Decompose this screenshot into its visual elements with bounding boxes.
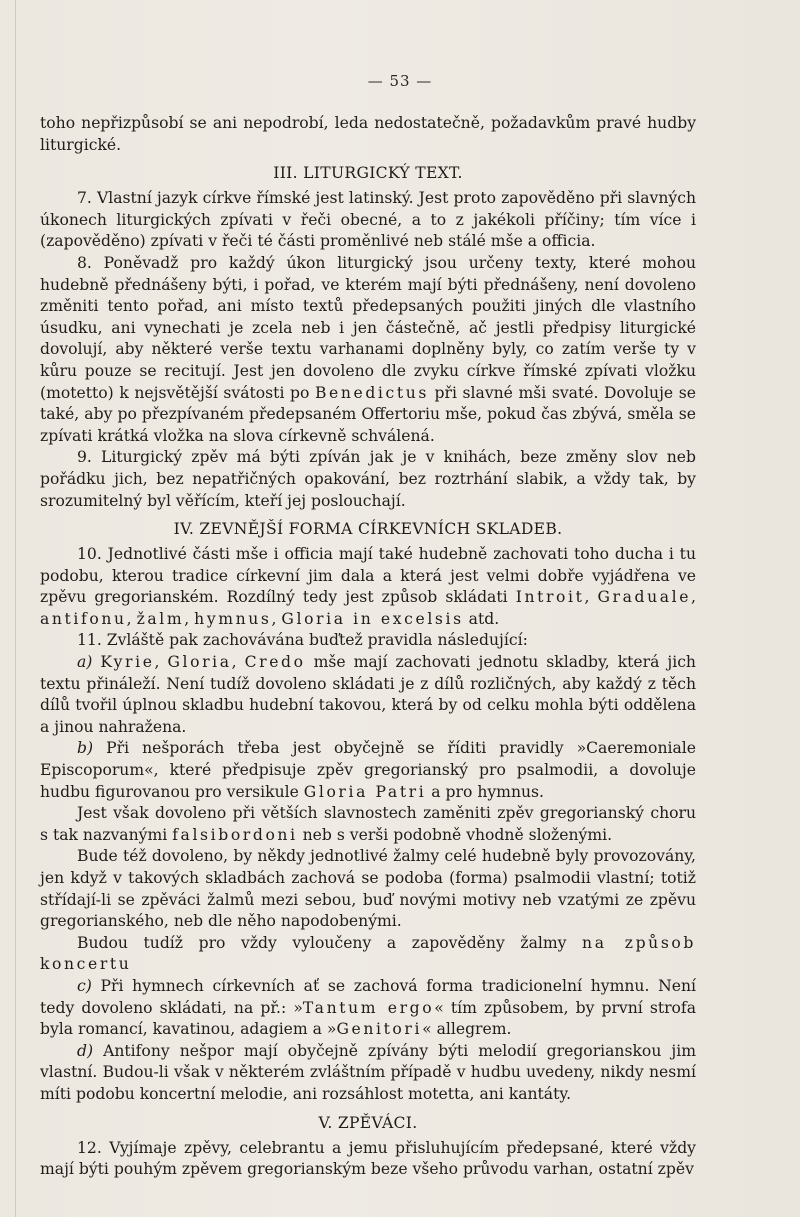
paragraph [40, 652, 696, 738]
spaced-term: Tantum ergo [302, 998, 435, 1017]
text-run: 12. Vyjímaje zpěvy, celebrantu a jemu přisluhujícím předepsané, které vždy mají býti pouhým zpěvem gregorianským beze všeho průvodu varhan, ostatní zpěv [40, 1138, 696, 1179]
item-marker: a) [77, 653, 93, 672]
text-run: a pro hymnus. [426, 782, 545, 801]
page-number: — 53 — [367, 72, 433, 90]
text-run: 7. Vlastní jazyk církve římské jest latinský. Jest proto zapověděno při slavných úkonech liturgických zpívati v řeči obecné, a to z jakékoli příčiny; tím více i (zapověděno) zpívati v řeči té části proměnlivé neb stálé mše a officia. [40, 189, 696, 251]
text-run: Při hymnech církevních ať se zachová forma tradicionelní hymnu. Není tedy dovoleno skládati, na př.: » [40, 976, 696, 1017]
spaced-term: Introit [515, 588, 585, 607]
text-run: IV. ZEVNĚJŠÍ FORMA CÍRKEVNÍCH SKLADEB. [173, 520, 563, 539]
text-run: 9. Liturgický zpěv má býti zpíván jak je v knihách, beze změny slov neb pořádku jich, bez nepatřičných opakování, bez roztrhání slabik, a vždy tak, by srozumitelný byl věřícím, kteří jej poslouchají. [40, 448, 696, 510]
item-marker: d) [77, 1041, 94, 1060]
text-run: 8. Poněvadž pro každý úkon liturgický jsou určeny texty, které mohou hudebně přednášeny býti, i pořad, ve kterém mají býti přednášeny, není dovoleno změniti tento pořad, ani místo textů předepsaných použiti jiných dle vlastního úsudku, ani vynechati je zcela neb i jen částečně, ač jestli předpisy liturgické dovolují, aby některé verše textu varhanami doplněny byly, co zatím verše ty v kůru pouze se recitují. Jest jen dovoleno dle zvyku církve římské zpívati vložku (motetto) k nejsvětější svátosti po [40, 253, 696, 402]
text-run: Při nešporách třeba jest obyčejně se říditi pravidly »Caeremoniale Episcoporum«, které předpisuje zpěv gregorianský pro psalmodii, a dovoluje hudbu figurovanou pro versikule [40, 739, 696, 801]
text-run: Bude též dovoleno, by někdy jednotlivé žalmy celé hudebně byly provozovány, jen když v takových skladbách zachová se podoba (forma) psalmodii vlastní; totiž střídají-li se zpěváci žalmů mezi sebou, buď novými motivy neb vzatými ze zpěvu gregorianského, neb dle něho napodobenými. [40, 847, 696, 931]
text-run: Budou tudíž pro vždy vyloučeny a zapověděny žalmy [77, 933, 583, 952]
spaced-term: Benedictus [314, 383, 429, 402]
paragraph [40, 447, 696, 512]
text-run: , [231, 653, 245, 672]
text-run: III. LITURGICKÝ TEXT. [273, 164, 463, 183]
spaced-term: falsibordoni [172, 825, 298, 844]
spaced-term: Kyrie [100, 653, 155, 672]
text-run: 10. Jednotlivé části mše i officia mají také hudebně zachovati toho ducha i tu podobu, kterou tradice církevní jim dala a která jest velmi dobře vyjádřena ve zpěvu gregorianském. Rozdílný tedy jest způsob skládati [40, 545, 696, 607]
text-run: « allegrem. [422, 1020, 512, 1039]
paragraph [40, 253, 696, 447]
text-run: , [271, 609, 282, 628]
text-run: Jest však dovoleno při větších slavnostech zaměniti zpěv gregorianský choru s tak nazvanými [40, 804, 696, 844]
text-run: , [126, 609, 137, 628]
text-run: , [184, 609, 195, 628]
paragraph [40, 1138, 696, 1181]
spaced-term: hymnus [194, 609, 272, 628]
text-run: 11. Zvláště pak zachovávána buďtež pravidla následující: [77, 631, 528, 650]
item-marker: c) [77, 976, 92, 995]
paragraph [40, 544, 696, 630]
paragraph [40, 188, 696, 253]
paragraph [40, 1041, 696, 1106]
item-marker: b) [77, 739, 94, 758]
text-run: , [154, 653, 168, 672]
text-run: , [584, 588, 598, 607]
text-run: při slavné mši svaté. Dovoluje se také, aby po přezpívaném předepsaném Offertoriu mše, pokud čas zbývá, směla se zpívati krátká vložka na slova církevně schválená. [40, 383, 696, 445]
section-heading [40, 512, 696, 544]
spaced-term: Gloria in excelsis [281, 609, 464, 628]
text-run: neb s verši podobně vhodně složenými. [297, 825, 613, 844]
spaced-term: Graduale [597, 588, 692, 607]
text-run: V. ZPĚVÁCI. [318, 1113, 418, 1132]
text-run: mše mají zachovati jednotu skladby, která jich textu přináleží. Není tudíž dovoleno skládati je z dílů rozličných, aby každý z těch dílů tvořil úplnou skladbu hudební takovou, která by od celku mohla býti oddělena a jinou nahražena. [40, 653, 696, 736]
spaced-term: Genitori [336, 1020, 423, 1039]
page-edge [15, 0, 16, 1217]
spaced-term: Gloria [167, 653, 232, 672]
spaced-term: Gloria Patri [303, 782, 427, 801]
paragraph [40, 113, 696, 156]
spaced-term: žalm [136, 609, 185, 628]
section-heading [40, 1106, 696, 1138]
paragraph [40, 803, 696, 846]
paragraph [40, 846, 696, 932]
document-body [40, 113, 696, 1181]
paragraph [40, 976, 696, 1041]
paragraph [40, 630, 696, 652]
spaced-term: antifonu [40, 609, 127, 628]
spaced-term: Credo [244, 653, 306, 672]
text-run: , [691, 588, 696, 607]
section-heading [40, 156, 696, 188]
paragraph [40, 738, 696, 803]
spaced-term: na způsob koncertu [40, 933, 696, 974]
text-run: toho nepřizpůsobí se ani nepodrobí, leda nedostatečně, požadavkům pravé hudby liturgické. [40, 114, 696, 154]
text-run: « tím způsobem, by první strofa byla romancí, kavatinou, adagiem a » [40, 998, 697, 1039]
paragraph [40, 933, 696, 976]
text-run: Antifony nešpor mají obyčejně zpívány býti melodií gregorianskou jim vlastní. Budou-li však v některém zvláštním případě v hudbu uvedeny, nikdy nesmí míti podobu koncertní melodie, ani rozsáhlost motetta, ani kantáty. [40, 1041, 696, 1103]
text-run: atd. [463, 609, 500, 628]
